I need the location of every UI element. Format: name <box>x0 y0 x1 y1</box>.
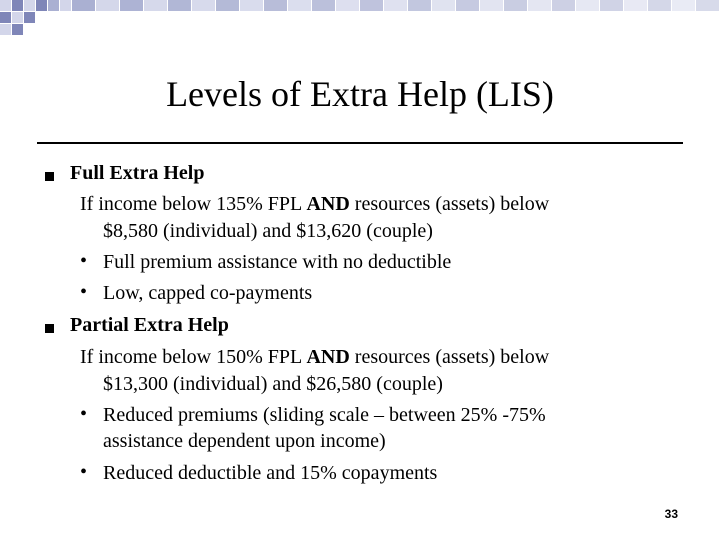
condition-suffix: resources (assets) below <box>349 346 550 368</box>
checker-square <box>12 0 23 11</box>
bullet-low-copay: Low, capped co-payments <box>103 282 313 304</box>
condition-line-full <box>80 191 549 217</box>
checker-band-square <box>432 0 455 11</box>
checker-square <box>12 12 23 23</box>
condition-and: AND <box>306 346 350 368</box>
checker-band-square <box>552 0 575 11</box>
checker-band-square <box>384 0 407 11</box>
checker-band-square <box>600 0 623 11</box>
condition-continuation-partial: $13,300 (individual) and $26,580 (couple) <box>103 373 443 395</box>
checker-band-square <box>264 0 287 11</box>
checker-band-square <box>504 0 527 11</box>
square-bullet-icon <box>45 324 54 333</box>
condition-line-partial <box>80 344 549 370</box>
checker-band-square <box>528 0 551 11</box>
checker-band-square <box>480 0 503 11</box>
condition-prefix: If income below 150% FPL <box>80 346 307 368</box>
dot-bullet-icon: • <box>80 250 88 272</box>
checker-band-square <box>360 0 383 11</box>
condition-prefix: If income below 135% FPL <box>80 193 307 215</box>
checker-decoration <box>0 0 720 40</box>
checker-band-square <box>672 0 695 11</box>
checker-band-square <box>168 0 191 11</box>
condition-and: AND <box>306 193 350 215</box>
checker-band-square <box>312 0 335 11</box>
checker-band-square <box>96 0 119 11</box>
page-number: 33 <box>664 507 678 521</box>
checker-square <box>0 24 11 35</box>
checker-band-square <box>576 0 599 11</box>
checker-band-square <box>120 0 143 11</box>
checker-square <box>24 12 35 23</box>
slide-title: Levels of Extra Help (LIS) <box>166 74 554 114</box>
checker-square <box>60 0 71 11</box>
checker-square <box>36 0 47 11</box>
dot-bullet-icon: • <box>80 403 88 425</box>
checker-band-square <box>216 0 239 11</box>
condition-continuation-full: $8,580 (individual) and $13,620 (couple) <box>103 220 433 242</box>
checker-band-square <box>696 0 719 11</box>
checker-square <box>48 0 59 11</box>
checker-band-square <box>72 0 95 11</box>
section-heading-full-extra-help: Full Extra Help <box>70 162 205 184</box>
checker-band-square <box>192 0 215 11</box>
square-bullet-icon <box>45 172 54 181</box>
checker-square <box>0 12 11 23</box>
checker-band-square <box>240 0 263 11</box>
checker-band-square <box>456 0 479 11</box>
bullet-reduced-premiums-continuation: assistance dependent upon income) <box>103 430 386 452</box>
checker-band-square <box>144 0 167 11</box>
title-divider <box>37 142 683 144</box>
checker-square <box>12 24 23 35</box>
checker-band-square <box>648 0 671 11</box>
checker-square <box>24 0 35 11</box>
checker-band-square <box>336 0 359 11</box>
bullet-reduced-deductible: Reduced deductible and 15% copayments <box>103 462 438 484</box>
section-heading-partial-extra-help: Partial Extra Help <box>70 314 229 336</box>
checker-band-square <box>624 0 647 11</box>
checker-band-square <box>408 0 431 11</box>
dot-bullet-icon: • <box>80 281 88 303</box>
checker-band-square <box>288 0 311 11</box>
dot-bullet-icon: • <box>80 461 88 483</box>
bullet-reduced-premiums: Reduced premiums (sliding scale – between 25% -75% <box>103 404 546 426</box>
bullet-full-premium: Full premium assistance with no deductible <box>103 251 452 273</box>
checker-square <box>0 0 11 11</box>
condition-suffix: resources (assets) below <box>349 193 550 215</box>
